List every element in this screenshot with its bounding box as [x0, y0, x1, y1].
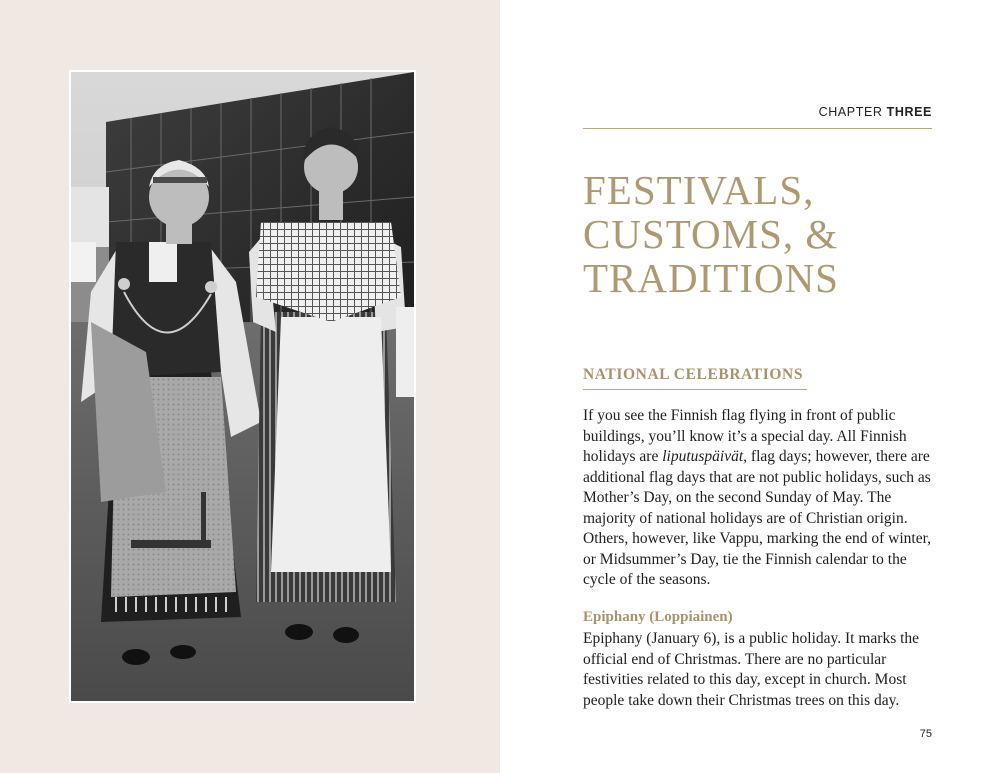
paragraph-1-end: flag days; however, there are additional flag days that are not public holidays, such as Mother’s Day, on the second Sunday of May. The majority of national holidays are of Christian origin. Others, however, like Vappu, marking the end of winter, or Midsummer’s Day, tie the Finnish calendar to the cycle of the seasons. — [583, 448, 931, 588]
chapter-label-prefix: CHAPTER — [818, 105, 887, 119]
chapter-divider — [583, 128, 932, 129]
page-number: 75 — [919, 728, 932, 740]
chapter-title-line-2: CUSTOMS, & — [583, 211, 839, 257]
chapter-label — [583, 105, 932, 119]
section-heading: NATIONAL CELEBRATIONS — [583, 366, 804, 383]
paragraph-1-start: If you see the Finnish flag flying in front of public buildings, you’ll know it’s a special day. All Finnish holidays are — [583, 407, 907, 465]
paragraph-epiphany: Epiphany (January 6), is a public holiday. It marks the official end of Christmas. There are no particular festivities related to this day, except in church. Most people take down their Christmas trees on this day. — [583, 630, 920, 709]
chapter-title-line-1: FESTIVALS, — [583, 167, 815, 213]
chapter-number: THREE — [886, 105, 932, 119]
section-divider — [583, 389, 807, 390]
finnish-term: liputuspäivät, — [662, 448, 748, 465]
paragraph-national-celebrations — [583, 406, 938, 591]
photo-illustration — [71, 72, 414, 701]
chapter-title — [583, 168, 943, 300]
chapter-title-line-3: TRADITIONS — [583, 255, 839, 301]
subheading-epiphany: Epiphany (Loppiainen) — [583, 609, 733, 625]
folk-costume-photo — [69, 70, 416, 703]
